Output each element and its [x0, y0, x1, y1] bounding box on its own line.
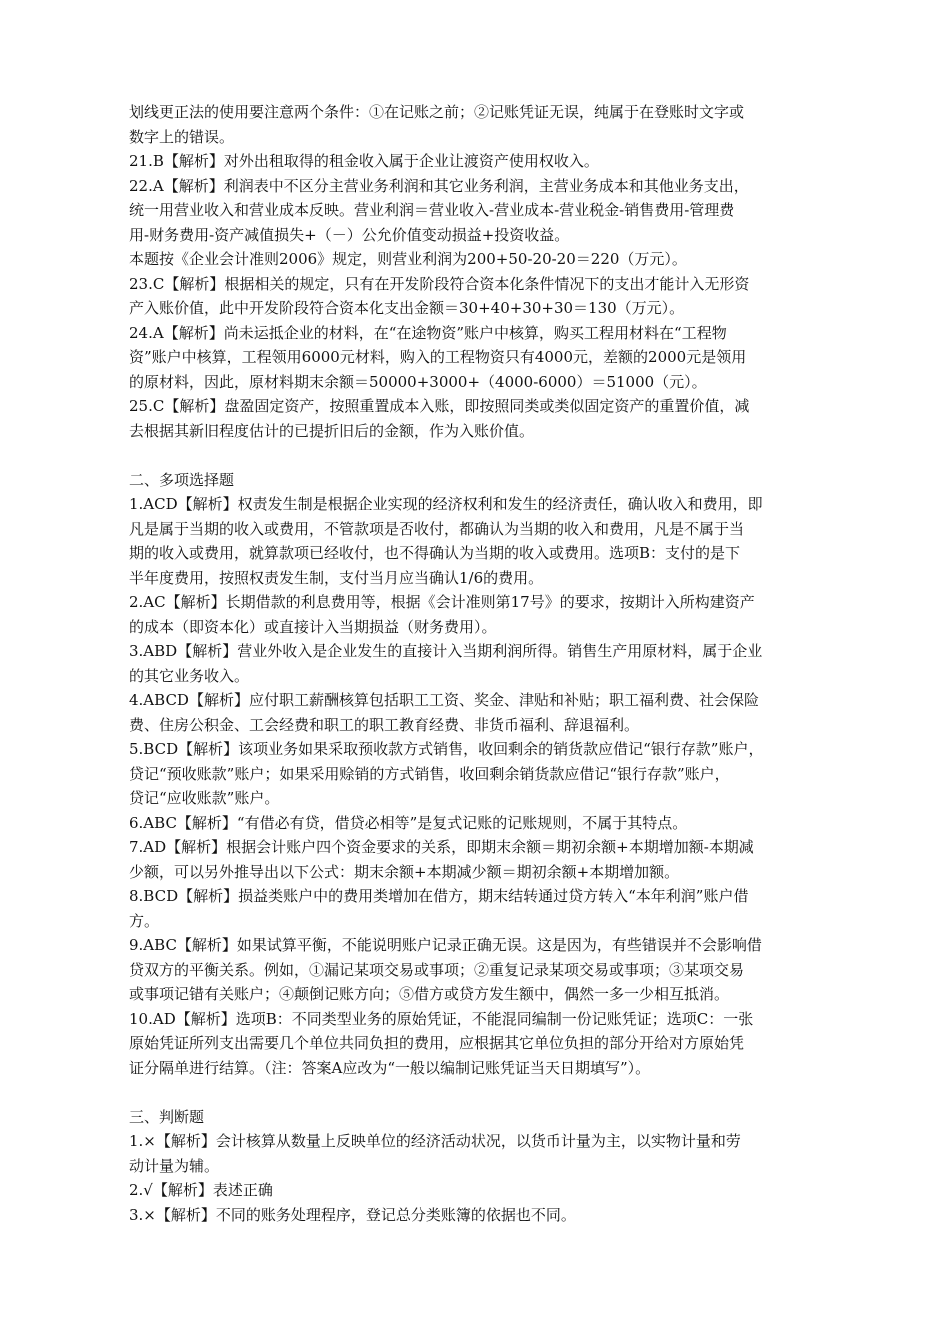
- text-line: 原始凭证所列支出需要几个单位共同负担的费用，应根据其它单位负担的部分开给对方原始凭: [129, 1034, 745, 1052]
- text-line: 贷记“应收账款”账户。: [129, 789, 280, 807]
- document-page: [129, 100, 829, 1227]
- answer-2: 2.AC【解析】长期借款的利息费用等，根据《会计准则第17号》的要求，按期计入所构建资产: [129, 593, 755, 611]
- text-line: 贷双方的平衡关系。例如，①漏记某项交易或事项；②重复记录某项交易或事项；③某项交易: [129, 960, 745, 979]
- answer-7: 7.AD【解析】根据会计账户四个资金要求的关系，即期末余额＝期初余额+本期增加额-本期减: [129, 838, 754, 856]
- text-line: 划线更正法的使用要注意两个条件：①在记账之前；②记账凭证无误，纯属于在登账时文字或: [129, 103, 745, 121]
- answer-block-single-choice: [129, 100, 829, 443]
- text-line: 动计量为辅。: [129, 1156, 220, 1175]
- answer-21: 21.B【解析】对外出租取得的租金收入属于企业让渡资产使用权收入。: [129, 152, 599, 170]
- text-line: 凡是属于当期的收入或费用，不管款项是否收付，都确认为当期的收入和费用，凡是不属于当: [129, 519, 745, 538]
- paragraph-gap: [129, 443, 829, 468]
- text-line: 费、住房公积金、工会经费和职工的职工教育经费、非货币福利、辞退福利。: [129, 715, 640, 734]
- text-line: 证分隔单进行结算。（注：答案A应改为“一般以编制记账凭证当天日期填写”）。: [129, 1058, 651, 1077]
- answer-24: 24.A【解析】尚未运抵企业的材料，在“在途物资”账户中核算，购买工程用材料在“工程物: [129, 323, 727, 342]
- answer-block-multiple-choice: [129, 492, 829, 1080]
- text-line: 半年度费用，按照权责发生制，支付当月应当确认1/6的费用。: [129, 568, 544, 587]
- text-line: 本题按《企业会计准则2006》规定，则营业利润为200+50-20-20＝220（万元）。: [129, 250, 687, 268]
- answer-4: 4.ABCD【解析】应付职工薪酬核算包括职工工资、奖金、津贴和补贴；职工福利费、社会保险: [129, 691, 759, 709]
- answer-1: 1.ACD【解析】权责发生制是根据企业实现的经济权利和发生的经济责任，确认收入和费用，即: [129, 495, 763, 513]
- answer-25: 25.C【解析】盘盈固定资产，按照重置成本入账，即按照同类或类似固定资产的重置价值，减: [129, 397, 750, 415]
- text-line: 产入账价值，此中开发阶段符合资本化支出金额＝30+40+30+30＝130（万元）。: [129, 299, 685, 317]
- text-line: 去根据其新旧程度估计的已提折旧后的金额，作为入账价值。: [129, 421, 535, 440]
- text-line: 方。: [129, 911, 160, 930]
- text-line: 期的收入或费用，就算款项已经收付，也不得确认为当期的收入或费用。选项B：支付的是下: [129, 544, 741, 562]
- section-title-multiple-choice: 二、多项选择题: [129, 470, 235, 489]
- answer-block-true-false: [129, 1129, 829, 1227]
- section-title-true-false: 三、判断题: [129, 1107, 205, 1126]
- answer-5: 5.BCD【解析】该项业务如果采取预收款方式销售，收回剩余的销货款应借记“银行存款”账户，: [129, 740, 764, 758]
- answer-9: 9.ABC【解析】如果试算平衡，不能说明账户记录正确无误。这是因为，有些错误并不会影响借: [129, 936, 762, 954]
- answer-2: 2.√【解析】表述正确: [129, 1181, 273, 1199]
- text-line: 或事项记错有关账户；④颠倒记账方向；⑤借方或贷方发生额中，偶然一多一少相互抵消。: [129, 985, 730, 1003]
- answer-23: 23.C【解析】根据相关的规定，只有在开发阶段符合资本化条件情况下的支出才能计入无形资: [129, 274, 750, 293]
- text-line: 统一用营业收入和营业成本反映。营业利润＝营业收入-营业成本-营业税金-销售费用-管理费: [129, 201, 735, 219]
- text-line: 数字上的错误。: [129, 127, 235, 146]
- text-line: 资”账户中核算，工程领用6000元材料，购入的工程物资只有4000元，差额的2000元是领用: [129, 348, 747, 366]
- text-line: 的原材料，因此，原材料期末余额＝50000+3000+（4000-6000）＝51000（元）。: [129, 372, 707, 391]
- answer-6: 6.ABC【解析】“有借必有贷，借贷必相等”是复式记账的记账规则，不属于其特点。: [129, 813, 688, 832]
- answer-10: 10.AD【解析】选项B：不同类型业务的原始凭证，不能混同编制一份记账凭证；选项C：一张: [129, 1009, 754, 1028]
- text-line: 的其它业务收入。: [129, 666, 250, 685]
- text-line: 贷记“预收账款”账户；如果采用赊销的方式销售，收回剩余销货款应借记“银行存款”账户，: [129, 764, 730, 783]
- paragraph-gap: [129, 1080, 829, 1105]
- text-line: 的成本（即资本化）或直接计入当期损益（财务费用）。: [129, 617, 497, 636]
- answer-3: 3.ABD【解析】营业外收入是企业发生的直接计入当期利润所得。销售生产用原材料，属于企业: [129, 642, 763, 660]
- answer-3: 3.×【解析】不同的账务处理程序，登记总分类账簿的依据也不同。: [129, 1205, 576, 1224]
- answer-1: 1.×【解析】会计核算从数量上反映单位的经济活动状况，以货币计量为主，以实物计量和劳: [129, 1132, 741, 1150]
- answer-22: 22.A【解析】利润表中不区分主营业务利润和其它业务利润，主营业务成本和其他业务支出，: [129, 176, 749, 195]
- text-line: 用-财务费用-资产减值损失+（－）公允价值变动损益+投资收益。: [129, 225, 570, 244]
- answer-8: 8.BCD【解析】损益类账户中的费用类增加在借方，期末结转通过贷方转入“本年利润”账户借: [129, 887, 749, 905]
- text-line: 少额，可以另外推导出以下公式：期末余额+本期减少额＝期初余额+本期增加额。: [129, 862, 680, 881]
